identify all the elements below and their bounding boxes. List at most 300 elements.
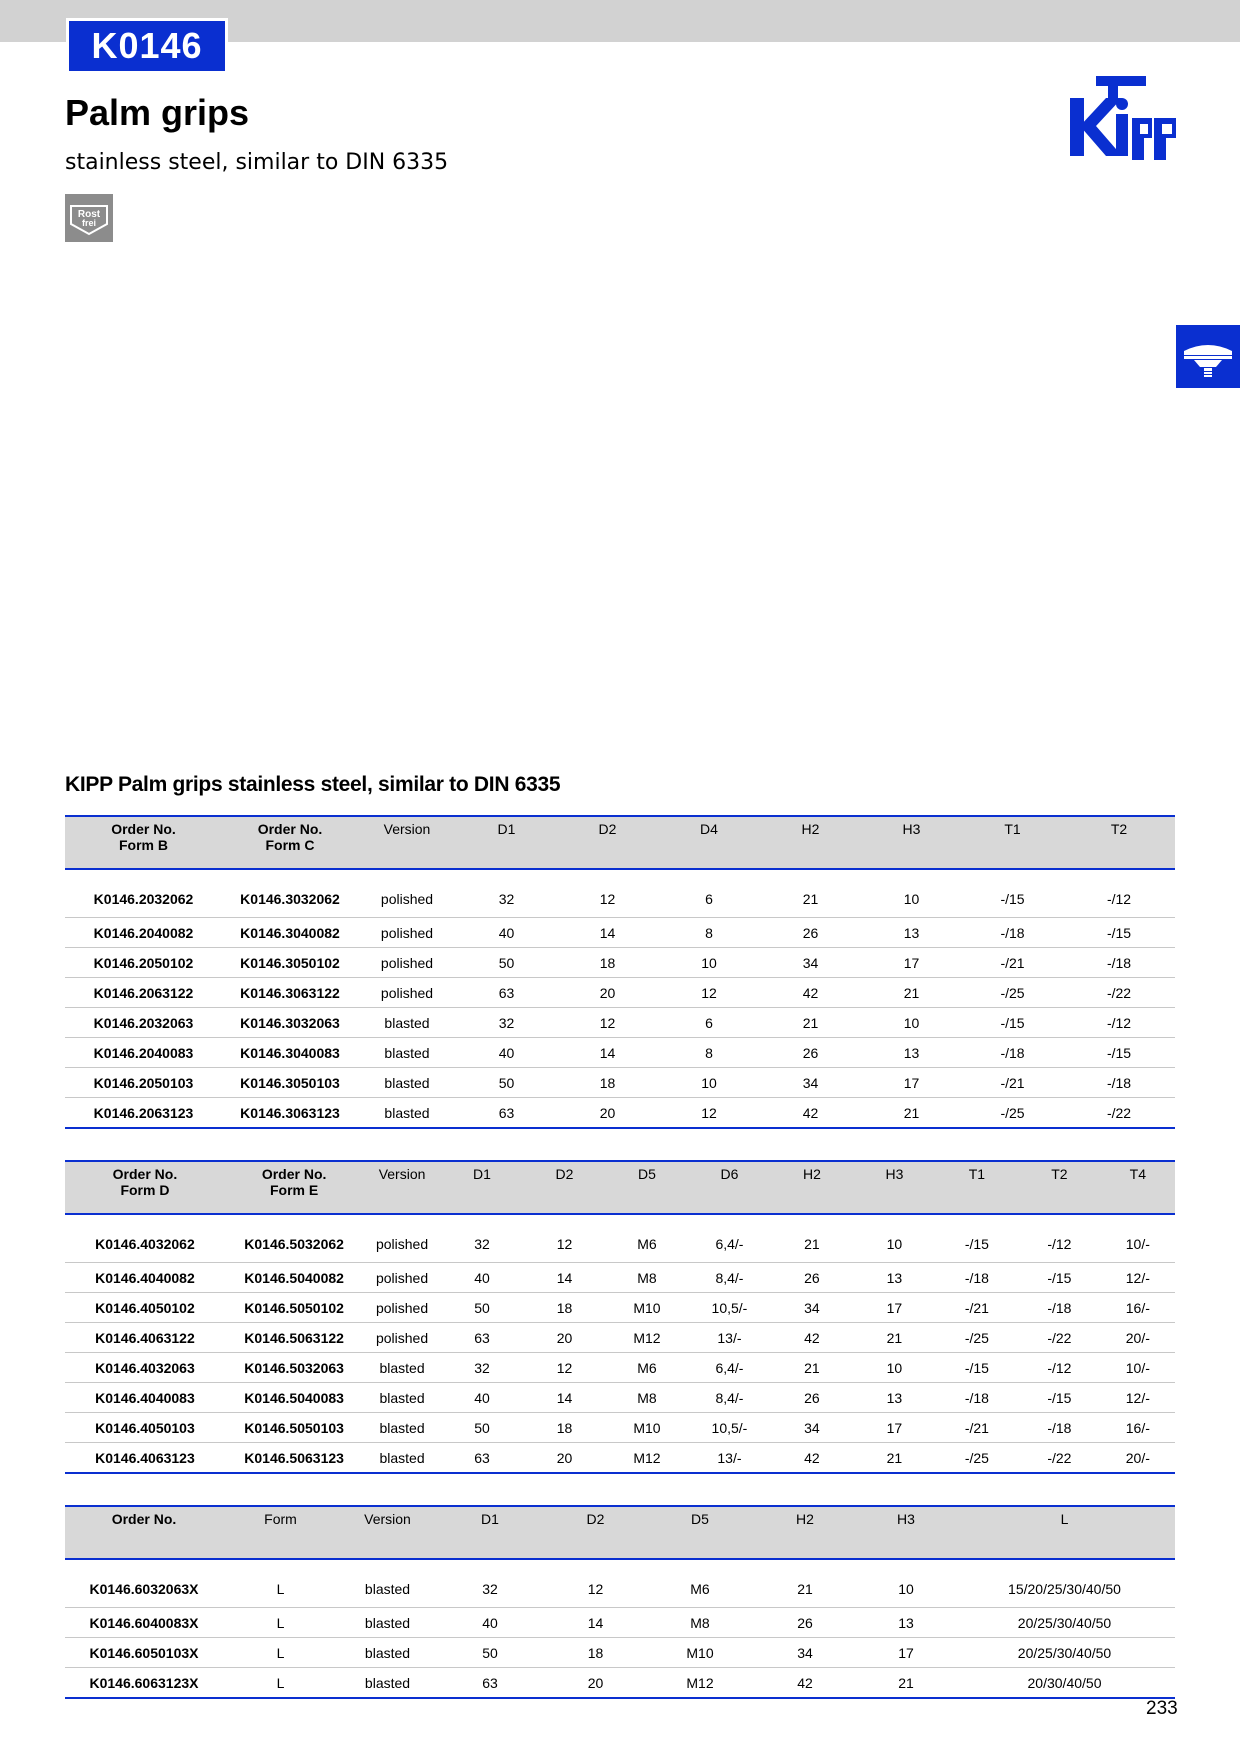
table-cell: 50 bbox=[441, 1413, 523, 1443]
table-cell: K0146.3050103 bbox=[222, 1068, 358, 1098]
column-header bbox=[225, 1161, 363, 1214]
column-header bbox=[441, 1161, 523, 1214]
column-header bbox=[606, 1161, 688, 1214]
table-row bbox=[65, 1008, 1175, 1038]
table-cell: K0146.5050103 bbox=[225, 1413, 363, 1443]
table-row bbox=[65, 1608, 1175, 1638]
rostfrei-icon bbox=[65, 194, 113, 242]
table-cell: blasted bbox=[338, 1608, 437, 1638]
table-cell: -/18 bbox=[1063, 948, 1175, 978]
table-cell: K0146.4050103 bbox=[65, 1413, 225, 1443]
table-cell: M12 bbox=[648, 1668, 752, 1699]
table-cell: 13 bbox=[853, 1263, 935, 1293]
table-cell: 20 bbox=[523, 1443, 605, 1474]
table-cell: M6 bbox=[648, 1559, 752, 1608]
table-cell: M8 bbox=[606, 1383, 688, 1413]
table-header-row bbox=[65, 1161, 1175, 1214]
table-cell: polished bbox=[358, 978, 456, 1008]
column-header-line: H3 bbox=[885, 1166, 904, 1182]
column-header-line: Form bbox=[264, 1511, 297, 1527]
column-header bbox=[648, 1506, 752, 1559]
table-cell: 21 bbox=[771, 1353, 853, 1383]
table-cell: polished bbox=[358, 869, 456, 918]
table-cell: 63 bbox=[456, 978, 557, 1008]
svg-text:Rost: Rost bbox=[77, 209, 101, 220]
column-header-line: D2 bbox=[555, 1166, 574, 1182]
table-cell: K0146.5040082 bbox=[225, 1263, 363, 1293]
table-cell: 26 bbox=[760, 1038, 861, 1068]
table-row bbox=[65, 1413, 1175, 1443]
table-cell: M6 bbox=[606, 1214, 688, 1263]
column-header-line: Form C bbox=[265, 837, 315, 853]
table-cell: 13/- bbox=[688, 1443, 770, 1474]
column-header-line: D5 bbox=[691, 1511, 709, 1527]
table-cell: 17 bbox=[861, 948, 962, 978]
table-cell: K0146.2040082 bbox=[65, 918, 222, 948]
column-header-line: T1 bbox=[1004, 821, 1021, 837]
table-cell: K0146.5063123 bbox=[225, 1443, 363, 1474]
column-header-line: Version bbox=[383, 821, 431, 837]
table-cell: polished bbox=[363, 1323, 440, 1353]
table-cell: 42 bbox=[771, 1443, 853, 1474]
table-cell: K0146.4040082 bbox=[65, 1263, 225, 1293]
table-row bbox=[65, 1668, 1175, 1699]
table-cell: M10 bbox=[606, 1413, 688, 1443]
table-cell: 12 bbox=[658, 978, 760, 1008]
table-cell: blasted bbox=[358, 1038, 456, 1068]
table-cell: 50 bbox=[437, 1638, 543, 1668]
table-cell: 20/25/30/40/50 bbox=[954, 1638, 1175, 1668]
column-header-line: D6 bbox=[720, 1166, 739, 1182]
table-cell: blasted bbox=[358, 1008, 456, 1038]
table-cell: -/15 bbox=[936, 1214, 1018, 1263]
table-cell: -/12 bbox=[1063, 869, 1175, 918]
table-cell: -/18 bbox=[1018, 1293, 1100, 1323]
table-cell: 32 bbox=[441, 1353, 523, 1383]
table-cell: K0146.3040083 bbox=[222, 1038, 358, 1068]
table-cell: 40 bbox=[437, 1608, 543, 1638]
table-cell: 20/- bbox=[1101, 1323, 1175, 1353]
table-cell: 42 bbox=[771, 1323, 853, 1353]
table-cell: K0146.2032063 bbox=[65, 1008, 222, 1038]
table-cell: 13 bbox=[853, 1383, 935, 1413]
table-cell: -/15 bbox=[1063, 918, 1175, 948]
column-header bbox=[688, 1161, 770, 1214]
table-cell: 13 bbox=[861, 1038, 962, 1068]
table-cell: K0146.5032063 bbox=[225, 1353, 363, 1383]
table-cell: 12/- bbox=[1101, 1383, 1175, 1413]
table-cell: K0146.4032062 bbox=[65, 1214, 225, 1263]
table-row bbox=[65, 1383, 1175, 1413]
kipp-logo bbox=[1066, 74, 1180, 165]
table-cell: 14 bbox=[523, 1263, 605, 1293]
table-cell: 18 bbox=[523, 1293, 605, 1323]
column-header-line: H3 bbox=[902, 821, 921, 837]
column-header bbox=[936, 1161, 1018, 1214]
page-number: 233 bbox=[1146, 1698, 1178, 1719]
table-cell: 12/- bbox=[1101, 1263, 1175, 1293]
table-cell: 10,5/- bbox=[688, 1293, 770, 1323]
table-cell: 21 bbox=[861, 1098, 962, 1129]
table-cell: 21 bbox=[760, 869, 861, 918]
table-cell: K0146.6040083X bbox=[65, 1608, 223, 1638]
column-header-line: Form B bbox=[119, 837, 168, 853]
table-cell: -/12 bbox=[1018, 1214, 1100, 1263]
column-header-line: T4 bbox=[1129, 1166, 1146, 1182]
palm-grip-icon bbox=[1176, 325, 1240, 388]
column-header bbox=[358, 816, 456, 869]
table-cell: blasted bbox=[358, 1098, 456, 1129]
table-cell: 8 bbox=[658, 1038, 760, 1068]
table-cell: 12 bbox=[543, 1559, 648, 1608]
table-cell: 15/20/25/30/40/50 bbox=[954, 1559, 1175, 1608]
table-row bbox=[65, 948, 1175, 978]
table-cell: blasted bbox=[338, 1559, 437, 1608]
table-cell: 10 bbox=[853, 1214, 935, 1263]
column-header bbox=[861, 816, 962, 869]
table-cell: 10 bbox=[861, 1008, 962, 1038]
column-header-line: Order No. bbox=[111, 1511, 177, 1527]
table-cell: 6 bbox=[658, 1008, 760, 1038]
table-cell: K0146.4063123 bbox=[65, 1443, 225, 1474]
table-cell: K0146.5063122 bbox=[225, 1323, 363, 1353]
table-cell: blasted bbox=[338, 1638, 437, 1668]
table-cell: polished bbox=[363, 1263, 440, 1293]
table-cell: 10/- bbox=[1101, 1353, 1175, 1383]
table-cell: K0146.6063123X bbox=[65, 1668, 223, 1699]
table-cell: 10 bbox=[853, 1353, 935, 1383]
table-cell: K0146.3063123 bbox=[222, 1098, 358, 1129]
order-table-form-d-e bbox=[65, 1160, 1175, 1474]
table-cell: 50 bbox=[456, 1068, 557, 1098]
column-header bbox=[858, 1506, 954, 1559]
table-cell: 40 bbox=[441, 1383, 523, 1413]
table-cell: 12 bbox=[523, 1353, 605, 1383]
table-cell: K0146.2050103 bbox=[65, 1068, 222, 1098]
column-header bbox=[543, 1506, 648, 1559]
table-cell: 16/- bbox=[1101, 1413, 1175, 1443]
table-cell: 10,5/- bbox=[688, 1413, 770, 1443]
table-cell: -/18 bbox=[962, 1038, 1063, 1068]
table-cell: -/12 bbox=[1063, 1008, 1175, 1038]
table-cell: 42 bbox=[752, 1668, 858, 1699]
column-header-line: Version bbox=[378, 1166, 426, 1182]
svg-text:frei: frei bbox=[81, 218, 97, 228]
table-cell: 8,4/- bbox=[688, 1263, 770, 1293]
table-cell: 20/- bbox=[1101, 1443, 1175, 1474]
table-row bbox=[65, 1263, 1175, 1293]
column-header-line: Form D bbox=[120, 1182, 170, 1198]
table-cell: 63 bbox=[456, 1098, 557, 1129]
table-row bbox=[65, 869, 1175, 918]
table-cell: 26 bbox=[771, 1263, 853, 1293]
table-row bbox=[65, 1559, 1175, 1608]
table-header-row bbox=[65, 1506, 1175, 1559]
table-cell: M10 bbox=[648, 1638, 752, 1668]
table-cell: K0146.2032062 bbox=[65, 869, 222, 918]
column-header-line: H3 bbox=[897, 1511, 915, 1527]
table-cell: 10 bbox=[861, 869, 962, 918]
table-cell: 34 bbox=[760, 948, 861, 978]
table-cell: -/18 bbox=[1063, 1068, 1175, 1098]
table-cell: 26 bbox=[760, 918, 861, 948]
column-header bbox=[363, 1161, 440, 1214]
table-cell: -/25 bbox=[936, 1323, 1018, 1353]
table-cell: M8 bbox=[606, 1263, 688, 1293]
table-cell: 42 bbox=[760, 978, 861, 1008]
table-cell: -/15 bbox=[1018, 1383, 1100, 1413]
column-header bbox=[1063, 816, 1175, 869]
table-cell: -/22 bbox=[1063, 1098, 1175, 1129]
table-row bbox=[65, 1038, 1175, 1068]
table-cell: 21 bbox=[853, 1443, 935, 1474]
column-header-line: D1 bbox=[497, 821, 516, 837]
table-cell: -/21 bbox=[936, 1293, 1018, 1323]
table-cell: -/21 bbox=[936, 1413, 1018, 1443]
table-cell: 26 bbox=[752, 1608, 858, 1638]
table-cell: 8,4/- bbox=[688, 1383, 770, 1413]
table-cell: 21 bbox=[853, 1323, 935, 1353]
table-cell: 20 bbox=[557, 978, 658, 1008]
column-header-line: Order No. bbox=[112, 1166, 178, 1182]
table-cell: -/22 bbox=[1018, 1323, 1100, 1353]
table-cell: 32 bbox=[456, 1008, 557, 1038]
table-cell: blasted bbox=[363, 1383, 440, 1413]
table-cell: 42 bbox=[760, 1098, 861, 1129]
table-row bbox=[65, 918, 1175, 948]
table-cell: K0146.4040083 bbox=[65, 1383, 225, 1413]
column-header bbox=[65, 1161, 225, 1214]
table-cell: 12 bbox=[557, 1008, 658, 1038]
table-cell: -/25 bbox=[962, 978, 1063, 1008]
table-cell: L bbox=[223, 1608, 338, 1638]
table-cell: 17 bbox=[853, 1413, 935, 1443]
column-header-line: H2 bbox=[796, 1511, 814, 1527]
table-cell: 10 bbox=[658, 1068, 760, 1098]
table-cell: polished bbox=[358, 948, 456, 978]
table-cell: -/18 bbox=[962, 918, 1063, 948]
table-cell: 10 bbox=[658, 948, 760, 978]
table-cell: 40 bbox=[441, 1263, 523, 1293]
table-cell: -/18 bbox=[936, 1263, 1018, 1293]
table-cell: polished bbox=[363, 1214, 440, 1263]
table-cell: -/12 bbox=[1018, 1353, 1100, 1383]
table-cell: 14 bbox=[557, 918, 658, 948]
table-cell: 34 bbox=[771, 1293, 853, 1323]
table-cell: 63 bbox=[437, 1668, 543, 1699]
table-cell: -/25 bbox=[962, 1098, 1063, 1129]
table-cell: 20 bbox=[523, 1323, 605, 1353]
table-cell: 20/30/40/50 bbox=[954, 1668, 1175, 1699]
table-cell: -/18 bbox=[936, 1383, 1018, 1413]
table-cell: 21 bbox=[771, 1214, 853, 1263]
column-header bbox=[752, 1506, 858, 1559]
column-header-line: H2 bbox=[801, 821, 820, 837]
table-cell: 34 bbox=[752, 1638, 858, 1668]
table-cell: K0146.3050102 bbox=[222, 948, 358, 978]
table-cell: 34 bbox=[760, 1068, 861, 1098]
column-header bbox=[658, 816, 760, 869]
table-cell: blasted bbox=[363, 1353, 440, 1383]
table-cell: 12 bbox=[557, 869, 658, 918]
column-header-line: D1 bbox=[481, 1511, 499, 1527]
table-cell: -/15 bbox=[1018, 1263, 1100, 1293]
table-cell: -/15 bbox=[962, 869, 1063, 918]
table-cell: K0146.2050102 bbox=[65, 948, 222, 978]
table-cell: 18 bbox=[523, 1413, 605, 1443]
column-header bbox=[771, 1161, 853, 1214]
table-cell: L bbox=[223, 1638, 338, 1668]
table-cell: 32 bbox=[441, 1214, 523, 1263]
table-header-row bbox=[65, 816, 1175, 869]
page-title: Palm grips bbox=[65, 92, 250, 133]
table-cell: 14 bbox=[543, 1608, 648, 1638]
table-cell: polished bbox=[363, 1293, 440, 1323]
table-cell: 18 bbox=[543, 1638, 648, 1668]
table-cell: K0146.6032063X bbox=[65, 1559, 223, 1608]
table-cell: polished bbox=[358, 918, 456, 948]
table-cell: 21 bbox=[861, 978, 962, 1008]
table-row bbox=[65, 1353, 1175, 1383]
table-cell: 63 bbox=[441, 1443, 523, 1474]
product-code-badge: K0146 bbox=[66, 18, 228, 74]
table-cell: 13 bbox=[861, 918, 962, 948]
column-header bbox=[65, 816, 222, 869]
table-cell: 18 bbox=[557, 1068, 658, 1098]
column-header-line: D2 bbox=[586, 1511, 605, 1527]
column-header bbox=[523, 1161, 605, 1214]
column-header-line: T1 bbox=[968, 1166, 986, 1182]
palm-grip-category-tab[interactable] bbox=[1176, 325, 1240, 388]
table-cell: K0146.3063122 bbox=[222, 978, 358, 1008]
table-cell: 34 bbox=[771, 1413, 853, 1443]
column-header-line: D2 bbox=[598, 821, 617, 837]
table-cell: 6 bbox=[658, 869, 760, 918]
table-cell: K0146.2063123 bbox=[65, 1098, 222, 1129]
table-cell: 13/- bbox=[688, 1323, 770, 1353]
table-cell: blasted bbox=[358, 1068, 456, 1098]
table-cell: M12 bbox=[606, 1443, 688, 1474]
column-header-line: L bbox=[1060, 1511, 1069, 1527]
table-cell: -/18 bbox=[1018, 1413, 1100, 1443]
table-cell: 17 bbox=[858, 1638, 954, 1668]
table-cell: K0146.2063122 bbox=[65, 978, 222, 1008]
table-cell: 12 bbox=[658, 1098, 760, 1129]
table-cell: 14 bbox=[557, 1038, 658, 1068]
table-cell: -/22 bbox=[1063, 978, 1175, 1008]
table-cell: 17 bbox=[861, 1068, 962, 1098]
table-cell: 21 bbox=[752, 1559, 858, 1608]
table-cell: 20 bbox=[557, 1098, 658, 1129]
column-header bbox=[1018, 1161, 1100, 1214]
table-cell: 20 bbox=[543, 1668, 648, 1699]
table-row bbox=[65, 1443, 1175, 1474]
table-cell: 12 bbox=[523, 1214, 605, 1263]
table-cell: K0146.4063122 bbox=[65, 1323, 225, 1353]
table-cell: 13 bbox=[858, 1608, 954, 1638]
column-header bbox=[557, 816, 658, 869]
table-cell: K0146.5040083 bbox=[225, 1383, 363, 1413]
table-cell: K0146.3032062 bbox=[222, 869, 358, 918]
table-row bbox=[65, 1068, 1175, 1098]
column-header bbox=[962, 816, 1063, 869]
table-cell: 40 bbox=[456, 1038, 557, 1068]
column-header-line: D5 bbox=[638, 1166, 656, 1182]
column-header bbox=[954, 1506, 1175, 1559]
column-header-line: Order No. bbox=[111, 821, 176, 837]
table-cell: M10 bbox=[606, 1293, 688, 1323]
table-cell: 50 bbox=[456, 948, 557, 978]
table-cell: 16/- bbox=[1101, 1293, 1175, 1323]
column-header bbox=[437, 1506, 543, 1559]
table-cell: -/22 bbox=[1018, 1443, 1100, 1474]
table-cell: K0146.5050102 bbox=[225, 1293, 363, 1323]
table-row bbox=[65, 1323, 1175, 1353]
table-cell: blasted bbox=[363, 1413, 440, 1443]
table-cell: -/15 bbox=[962, 1008, 1063, 1038]
table-row bbox=[65, 1098, 1175, 1129]
table-cell: -/21 bbox=[962, 1068, 1063, 1098]
column-header-line: T2 bbox=[1110, 821, 1128, 837]
column-header bbox=[1101, 1161, 1175, 1214]
table-cell: K0146.2040083 bbox=[65, 1038, 222, 1068]
table-cell: 10/- bbox=[1101, 1214, 1175, 1263]
table-cell: L bbox=[223, 1559, 338, 1608]
table-cell: -/21 bbox=[962, 948, 1063, 978]
column-header bbox=[338, 1506, 437, 1559]
table-cell: K0146.4050102 bbox=[65, 1293, 225, 1323]
table-cell: K0146.6050103X bbox=[65, 1638, 223, 1668]
table-cell: -/25 bbox=[936, 1443, 1018, 1474]
table-cell: 32 bbox=[456, 869, 557, 918]
table-cell: 21 bbox=[760, 1008, 861, 1038]
column-header-line: H2 bbox=[802, 1166, 821, 1182]
table-cell: K0146.3032063 bbox=[222, 1008, 358, 1038]
order-table-form-b-c bbox=[65, 815, 1175, 1129]
table-cell: 20/25/30/40/50 bbox=[954, 1608, 1175, 1638]
table-cell: 18 bbox=[557, 948, 658, 978]
table-row bbox=[65, 978, 1175, 1008]
table-cell: 21 bbox=[858, 1668, 954, 1699]
table-cell: 14 bbox=[523, 1383, 605, 1413]
column-header bbox=[222, 816, 358, 869]
table-cell: 50 bbox=[441, 1293, 523, 1323]
table-cell: K0146.4032063 bbox=[65, 1353, 225, 1383]
table-row bbox=[65, 1293, 1175, 1323]
column-header bbox=[223, 1506, 338, 1559]
table-row bbox=[65, 1214, 1175, 1263]
column-header-line: Version bbox=[364, 1511, 411, 1527]
table-cell: blasted bbox=[338, 1668, 437, 1699]
column-header bbox=[65, 1506, 223, 1559]
table-cell: 26 bbox=[771, 1383, 853, 1413]
column-header bbox=[853, 1161, 935, 1214]
column-header bbox=[456, 816, 557, 869]
table-cell: 63 bbox=[441, 1323, 523, 1353]
column-header-line: T2 bbox=[1051, 1166, 1068, 1182]
table-cell: -/15 bbox=[936, 1353, 1018, 1383]
table-row bbox=[65, 1638, 1175, 1668]
table-cell: blasted bbox=[363, 1443, 440, 1474]
table-cell: 32 bbox=[437, 1559, 543, 1608]
column-header-line: D4 bbox=[700, 821, 718, 837]
column-header-line: Order No. bbox=[257, 821, 323, 837]
page-subtitle: stainless steel, similar to DIN 6335 bbox=[65, 150, 449, 175]
table-cell: 6,4/- bbox=[688, 1353, 770, 1383]
table-cell: 17 bbox=[853, 1293, 935, 1323]
column-header-line: Form E bbox=[270, 1182, 319, 1198]
column-header-line: D1 bbox=[473, 1166, 491, 1182]
